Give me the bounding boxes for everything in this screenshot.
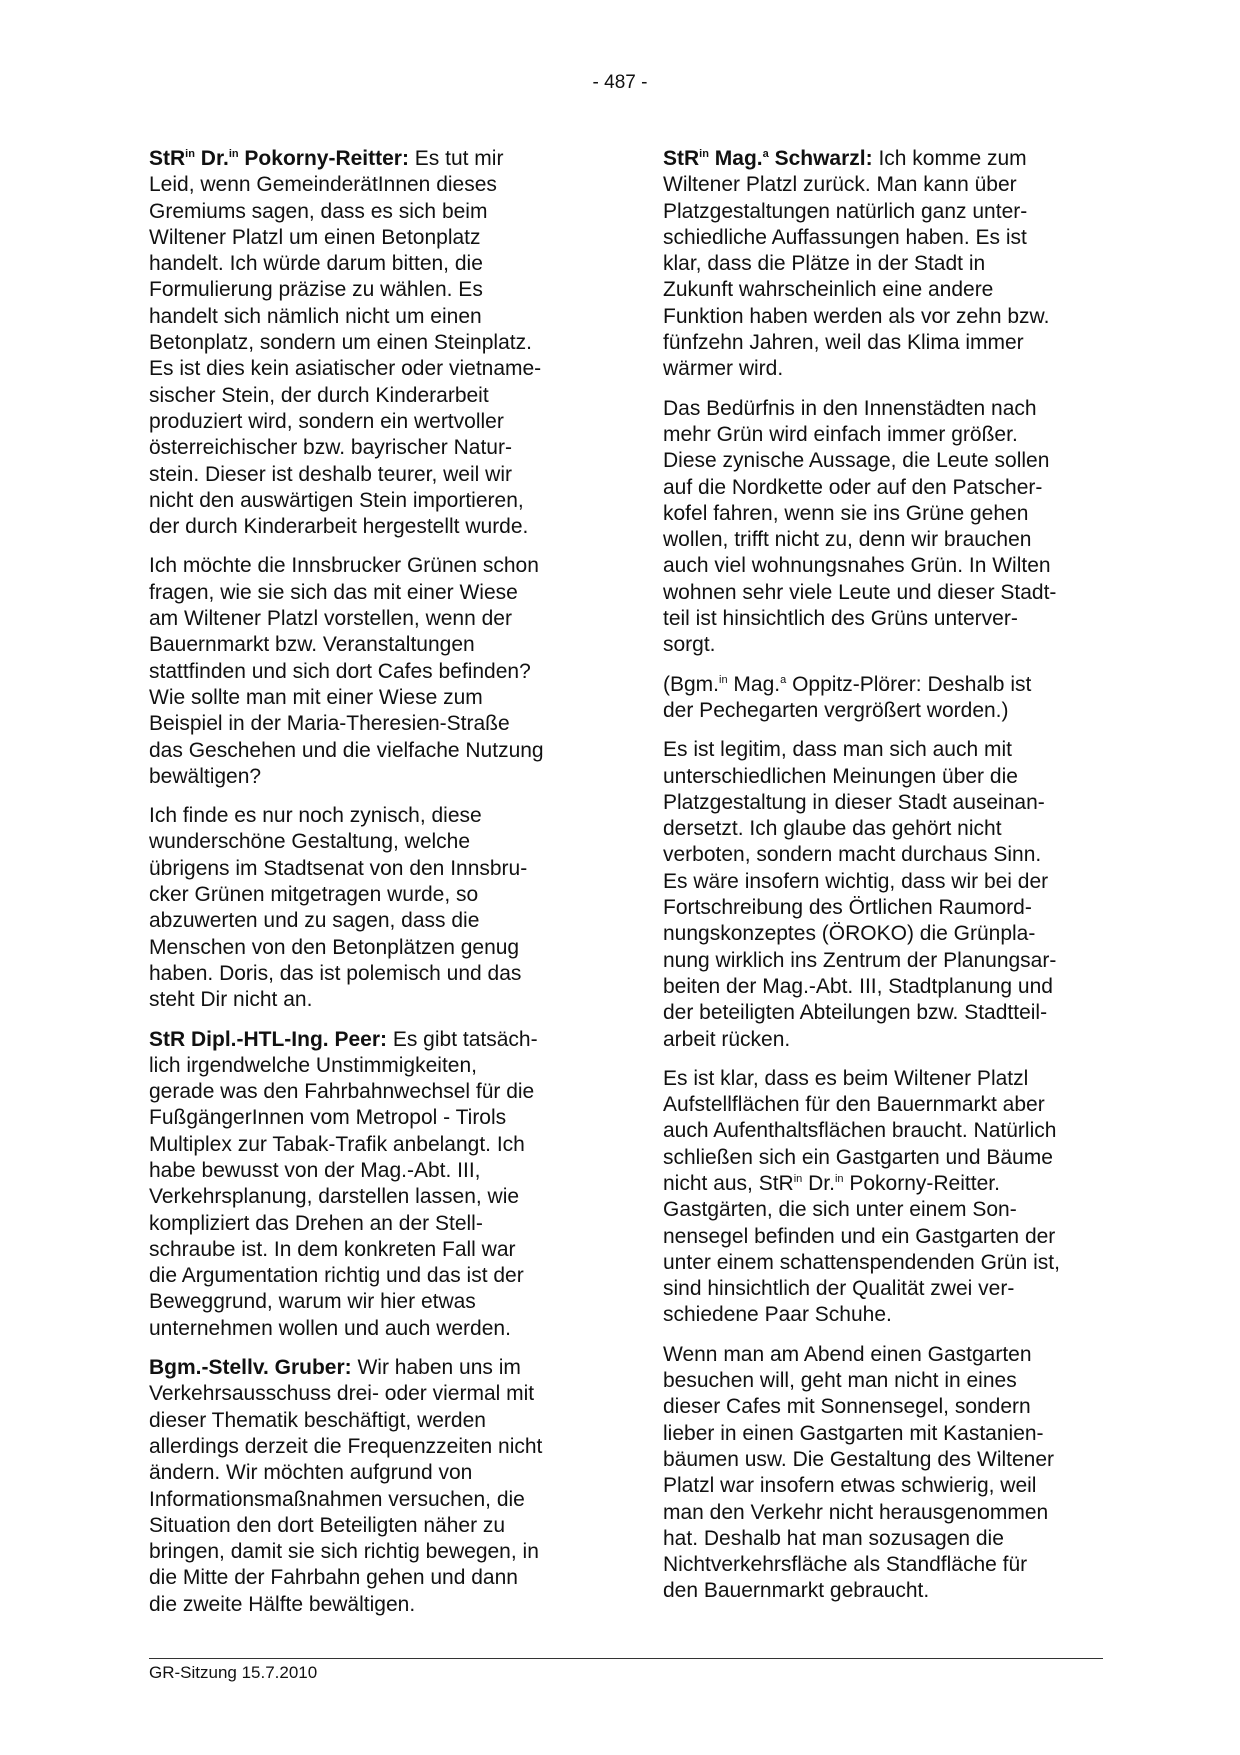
text-line: Informationsmaßnahmen versuchen, die — [149, 1487, 525, 1511]
text-line: Aufstellflächen für den Bauernmarkt aber — [663, 1093, 1045, 1117]
interjection-part: (Bgm. — [663, 672, 720, 696]
footer-session-date: GR-Sitzung 15.7.2010 — [149, 1663, 318, 1682]
text-line: schiedene Paar Schuhe. — [663, 1303, 892, 1327]
text-line: FußgängerInnen vom Metropol - Tirols — [149, 1106, 507, 1130]
text-line: Nichtverkehrsfläche als Standfläche für — [663, 1553, 1028, 1577]
text-line: gerade was den Fahrbahnwechsel für die — [149, 1080, 535, 1104]
text-line: mehr Grün wird einfach immer größer. — [663, 422, 1018, 446]
text-line: Es ist dies kein asiatischer oder vietname- — [149, 357, 542, 381]
text-line: lieber in einen Gastgarten mit Kastanien- — [663, 1421, 1044, 1445]
text-line: Wiltener Platzl zurück. Man kann über — [663, 173, 1017, 197]
paragraph-schwarzl — [663, 146, 1103, 383]
text-line: nicht den auswärtigen Stein importieren, — [149, 488, 524, 512]
text-part: nicht aus, StR — [663, 1171, 794, 1195]
text-line: handelt. Ich würde darum bitten, die — [149, 252, 483, 276]
paragraph-peer — [149, 1027, 589, 1343]
text-line: Wiltener Platzl um einen Betonplatz — [149, 225, 481, 249]
text-line: Wenn man am Abend einen Gastgarten — [663, 1342, 1032, 1366]
text-line: besuchen will, geht man nicht in eines — [663, 1369, 1017, 1393]
speaker-name-part: Schwarzl: — [768, 147, 873, 170]
paragraph-lines — [149, 1053, 589, 1342]
paragraph-lines — [663, 1066, 1103, 1145]
text-line: abzuwerten und zu sagen, dass die — [149, 909, 480, 933]
text-part: Pokorny-Reitter. — [843, 1171, 1000, 1195]
speaker-superscript: in — [185, 148, 195, 160]
interjection-line — [663, 672, 1103, 698]
text-line: ändern. Wir möchten aufgrund von — [149, 1461, 473, 1485]
text-line: lich irgendwelche Unstimmigkeiten, — [149, 1053, 477, 1077]
left-column — [149, 146, 589, 1631]
text-line: unternehmen wollen und auch werden. — [149, 1316, 511, 1340]
paragraph-first-line — [149, 1027, 589, 1053]
right-column — [663, 146, 1103, 1618]
text-line: Wie sollte man mit einer Wiese zum — [149, 685, 483, 709]
text-line: hat. Deshalb hat man sozusagen die — [663, 1526, 1004, 1550]
speaker-name-part: Mag. — [708, 147, 763, 170]
text-line: teil ist hinsichtlich des Grüns unterver- — [663, 607, 1018, 631]
speaker-superscript: in — [699, 148, 709, 160]
speech-text: Wir haben uns im — [351, 1356, 521, 1380]
text-line: verboten, sondern macht durchaus Sinn. — [663, 843, 1042, 867]
text-line: Gastgärten, die sich unter einem Son- — [663, 1198, 1017, 1222]
speech-text: Es gibt tatsäch- — [387, 1027, 538, 1051]
speaker-name-part: Pokorny-Reitter: — [238, 147, 409, 170]
text-line: schließen sich ein Gastgarten und Bäume — [663, 1145, 1053, 1169]
interjection-part: Mag. — [727, 672, 781, 696]
text-line: Ich finde es nur noch zynisch, diese — [149, 804, 482, 828]
speaker-name — [149, 147, 409, 170]
text-line: die Argumentation richtig und das ist der — [149, 1264, 524, 1288]
text-line: steht Dir nicht an. — [149, 988, 313, 1012]
speaker-name — [663, 147, 873, 170]
speaker-name-part: Dr. — [194, 147, 229, 170]
text-line: auf die Nordkette oder auf den Patscher- — [663, 475, 1043, 499]
text-line: Platzgestaltung in dieser Stadt auseinan- — [663, 790, 1045, 814]
text-line: Verkehrsausschuss drei- oder viermal mit — [149, 1382, 535, 1406]
speaker-name-part: StR — [149, 147, 186, 170]
text-line: sind hinsichtlich der Qualität zwei ver- — [663, 1277, 1015, 1301]
text-line: Das Bedürfnis in den Innenstädten nach — [663, 396, 1037, 420]
text-line: die zweite Hälfte bewältigen. — [149, 1592, 416, 1616]
paragraph-lines — [663, 172, 1103, 382]
text-line: allerdings derzeit die Frequenzzeiten nicht — [149, 1434, 543, 1458]
text-line: Es ist legitim, dass man sich auch mit — [663, 738, 1012, 762]
text-line: der beteiligten Abteilungen bzw. Stadtteil- — [663, 1001, 1048, 1025]
text-line: wunderschöne Gestaltung, welche — [149, 830, 471, 854]
text-line: beiten der Mag.-Abt. III, Stadtplanung und — [663, 974, 1053, 998]
text-line: Gremiums sagen, dass es sich beim — [149, 199, 488, 223]
text-line: wollen, trifft nicht zu, denn wir brauchen — [663, 528, 1032, 552]
paragraph-text — [149, 803, 589, 1013]
text-line: Leid, wenn GemeinderätInnen dieses — [149, 173, 497, 197]
text-line: Platzgestaltungen natürlich ganz unter- — [663, 199, 1028, 223]
text-line: die Mitte der Fahrbahn gehen und dann — [149, 1566, 518, 1590]
text-line: Diese zynische Aussage, die Leute sollen — [663, 449, 1050, 473]
text-line: bewältigen? — [149, 764, 262, 788]
text-line: schraube ist. In dem konkreten Fall war — [149, 1237, 516, 1261]
text-line: fünfzehn Jahren, weil das Klima immer — [663, 331, 1024, 355]
paragraph-first-line — [149, 1355, 589, 1381]
text-line: der durch Kinderarbeit hergestellt wurde. — [149, 515, 529, 539]
text-line: habe bewusst von der Mag.-Abt. III, — [149, 1158, 481, 1182]
page-number: - 487 - — [592, 72, 648, 93]
text-line: sischer Stein, der durch Kinderarbeit — [149, 383, 489, 407]
text-part: Dr. — [802, 1171, 835, 1195]
interjection-oppitz-ploerer — [663, 672, 1103, 725]
interjection-part: Oppitz-Plörer: Deshalb ist — [786, 672, 1032, 696]
paragraph-lines — [149, 172, 589, 540]
text-line: sorgt. — [663, 633, 716, 657]
text-line: unter einem schattenspendenden Grün ist, — [663, 1250, 1060, 1274]
text-line: dieser Thematik beschäftigt, werden — [149, 1408, 486, 1432]
paragraph-text — [663, 737, 1103, 1053]
text-superscript: in — [793, 1172, 803, 1185]
text-line: Funktion haben werden als vor zehn bzw. — [663, 304, 1050, 328]
text-line: Fortschreibung des Örtlichen Raumord- — [663, 896, 1032, 920]
text-line: Platzl war insofern etwas schwierig, weil — [663, 1474, 1037, 1498]
text-line: übrigens im Stadtsenat von den Innsbru- — [149, 856, 528, 880]
text-line: dersetzt. Ich glaube das gehört nicht — [663, 817, 1002, 841]
text-line: wohnen sehr viele Leute und dieser Stadt- — [663, 580, 1057, 604]
text-superscript: in — [834, 1172, 844, 1185]
paragraph-lines — [149, 1381, 589, 1618]
text-line: am Wiltener Platzl vorstellen, wenn der — [149, 607, 512, 631]
text-line: handelt sich nämlich nicht um einen — [149, 304, 482, 328]
paragraph-first-line — [663, 146, 1103, 172]
text-line: haben. Doris, das ist polemisch und das — [149, 961, 522, 985]
text-line: dieser Cafes mit Sonnensegel, sondern — [663, 1395, 1031, 1419]
speech-text: Ich komme zum — [872, 147, 1027, 170]
speaker-name: Bgm.-Stellv. Gruber: — [149, 1356, 352, 1380]
speaker-superscript: in — [228, 148, 239, 160]
interjection-superscript: a — [780, 673, 787, 686]
speaker-superscript: a — [762, 148, 769, 160]
text-line: auch Aufenthaltsflächen braucht. Natürlich — [663, 1119, 1057, 1143]
paragraph-gruber — [149, 1355, 589, 1618]
text-line: auch viel wohnungsnahes Grün. In Wilten — [663, 554, 1051, 578]
text-line: kompliziert das Drehen an der Stell- — [149, 1211, 483, 1235]
text-line: man den Verkehr nicht herausgenommen — [663, 1500, 1049, 1524]
paragraph-first-line — [149, 146, 589, 172]
text-line: nung wirklich ins Zentrum der Planungsar- — [663, 948, 1057, 972]
text-line: Situation den dort Beteiligten näher zu — [149, 1513, 506, 1537]
paragraph-text — [663, 1066, 1103, 1329]
text-line: wärmer wird. — [663, 357, 784, 381]
paragraph-lines — [663, 396, 1103, 659]
text-line — [663, 1171, 1103, 1197]
text-line: bäumen usw. Die Gestaltung des Wiltener — [663, 1447, 1055, 1471]
text-line: klar, dass die Plätze in der Stadt in — [663, 252, 986, 276]
text-line: unterschiedlichen Meinungen über die — [663, 764, 1018, 788]
paragraph-text — [663, 396, 1103, 659]
text-line: Beispiel in der Maria-Theresien-Straße — [149, 712, 510, 736]
text-line: kofel fahren, wenn sie ins Grüne gehen — [663, 501, 1029, 525]
interjection-line: der Pechegarten vergrößert worden.) — [663, 698, 1009, 722]
text-line: nungskonzeptes (ÖROKO) die Grünpla- — [663, 922, 1036, 946]
text-line: bringen, damit sie sich richtig bewegen, in — [149, 1540, 539, 1564]
speaker-name: StR Dipl.-HTL-Ing. Peer: — [149, 1027, 387, 1051]
paragraph-lines — [149, 803, 589, 1013]
paragraph-text — [663, 1342, 1103, 1605]
interjection-superscript: in — [719, 673, 728, 686]
text-line: stein. Dieser ist deshalb teurer, weil wir — [149, 462, 512, 486]
text-line: arbeit rücken. — [663, 1027, 791, 1051]
paragraph-text — [149, 553, 589, 790]
text-line: cker Grünen mitgetragen wurde, so — [149, 883, 479, 907]
text-line: stattfinden und sich dort Cafes befinden? — [149, 659, 531, 683]
paragraph-lines — [663, 737, 1103, 1053]
footer-divider — [149, 1658, 1103, 1659]
paragraph-pokorny-reitter — [149, 146, 589, 540]
paragraph-lines — [663, 1342, 1103, 1605]
text-line: Es ist klar, dass es beim Wiltener Platzl — [663, 1066, 1029, 1090]
paragraph-lines — [149, 553, 589, 790]
speech-text: Es tut mir — [408, 147, 504, 170]
text-line: österreichischer bzw. bayrischer Natur- — [149, 436, 512, 460]
text-line: Formulierung präzise zu wählen. Es — [149, 278, 483, 302]
text-line: Beweggrund, warum wir hier etwas — [149, 1290, 476, 1314]
text-line: Menschen von den Betonplätzen genug — [149, 935, 520, 959]
text-line: schiedliche Auffassungen haben. Es ist — [663, 225, 1027, 249]
text-line: Ich möchte die Innsbrucker Grünen schon — [149, 554, 539, 578]
text-line: produziert wird, sondern ein wertvoller — [149, 409, 504, 433]
text-line: Betonplatz, sondern um einen Steinplatz. — [149, 331, 532, 355]
text-line: Zukunft wahrscheinlich eine andere — [663, 278, 994, 302]
text-line: das Geschehen und die vielfache Nutzung — [149, 738, 544, 762]
text-line: den Bauernmarkt gebraucht. — [663, 1579, 930, 1603]
text-line: Verkehrsplanung, darstellen lassen, wie — [149, 1185, 520, 1209]
text-line: Es wäre insofern wichtig, dass wir bei der — [663, 869, 1049, 893]
text-line: Bauernmarkt bzw. Veranstaltungen — [149, 633, 475, 657]
text-line: fragen, wie sie sich das mit einer Wiese — [149, 580, 518, 604]
text-line: nensegel befinden und ein Gastgarten der — [663, 1224, 1056, 1248]
text-line: Multiplex zur Tabak-Trafik anbelangt. Ich — [149, 1132, 525, 1156]
paragraph-lines — [663, 1197, 1103, 1328]
speaker-name-part: StR — [663, 147, 700, 170]
